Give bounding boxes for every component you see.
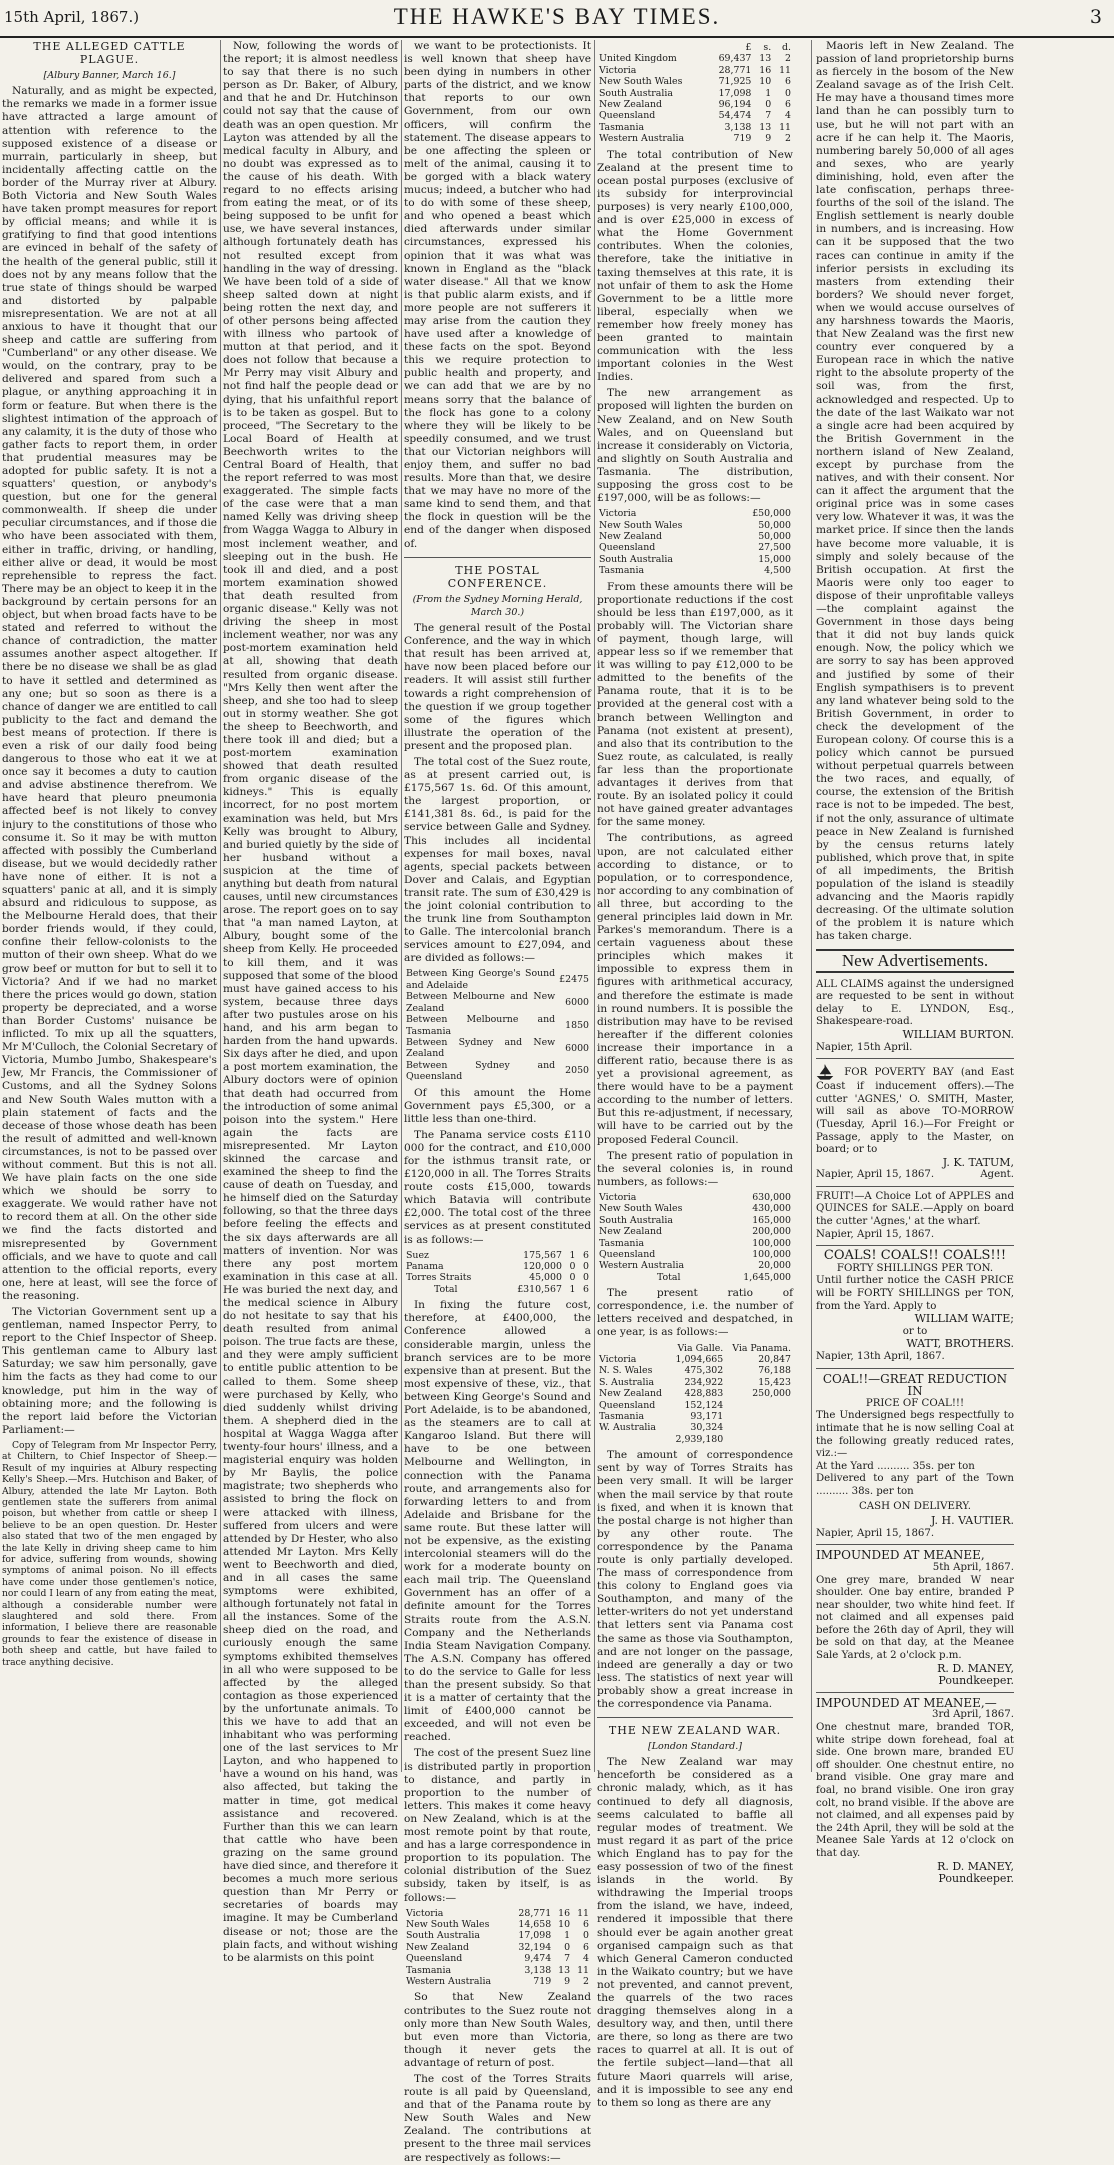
ad-role: Poundkeeper.	[938, 1674, 1014, 1688]
article-paragraph: The general result of the Postal Conference, and the way in which that result has been arrived at, have now been placed before our readers. It will assist still further towards a right comprehension of the question if we group together some of the figures which illustrate the operation of the present and the proposed plan.	[404, 622, 591, 752]
table-row	[597, 65, 793, 76]
table-row	[597, 99, 793, 110]
column-3	[404, 40, 591, 2164]
table-cell: United Kingdom	[599, 53, 677, 65]
table-cell: £	[745, 42, 752, 53]
table-cell: 1	[569, 1283, 576, 1295]
table-cell: 0	[569, 1272, 576, 1284]
table-row	[597, 88, 793, 99]
issue-date: 15th April, 1867.)	[4, 8, 140, 26]
table-cell: 6000	[565, 996, 589, 1008]
table-row	[597, 1354, 793, 1365]
table-cell: Tasmania	[599, 121, 645, 133]
table-cell: 1	[564, 1930, 571, 1942]
table-row	[597, 1238, 793, 1249]
table-cell: 76,188	[758, 1365, 791, 1377]
table-cell: 11	[779, 64, 791, 76]
table-cell: 30,324	[690, 1422, 724, 1434]
table-row	[404, 1930, 591, 1941]
article-paragraph: The cost of the Torres Straits route is all paid by Queensland, and that of the Panama route by New South Wales and New Zealand. The contributions at present to the three mail services are respectively as follows:—	[404, 2073, 591, 2164]
advertisement	[816, 1250, 1014, 1368]
advertisement	[816, 1373, 1014, 1546]
table-cell: 120,000	[523, 1261, 562, 1273]
table-total-row	[597, 1272, 793, 1283]
telegram-text: Copy of Telegram from Mr Inspector Perry, at Chiltern, to Chief Inspector of Sheep.—Result of my inquiries at Albury respecting Kelly's Sheep.—Mrs. Hutchison and Baker, of Albury, attended the late Mr Layton. Both gentlemen state the sufferers from animal poison, but whether from cattle or sheep I believe to be an open question. Dr. Hester also stated that two of the men engaged by the late Kelly in driving sheep came to him for advice, suffering from wounds, showing symptoms of animal poison. No ill effects have come under those gentlemen's notice, nor could I learn of any from eating the meat, although a considerable number were slaughtered and sold there. From information, I believe there are reasonable grounds to fear the existence of disease in both sheep and cattle, but have failed to trace anything decisive.	[2, 1439, 217, 1668]
table-cell: 6000	[565, 1042, 589, 1054]
article-heading: THE POSTAL CONFERENCE.	[447, 563, 548, 590]
table-row	[597, 508, 793, 519]
advertisement	[816, 1063, 1014, 1187]
table-cell: 175,567	[523, 1249, 562, 1261]
branch-services-table	[404, 968, 591, 1082]
ad-title: IMPOUNDED AT MEANEE,—	[816, 1695, 997, 1710]
table-cell: Queensland	[599, 1399, 656, 1411]
table-cell: Tasmania	[599, 565, 645, 577]
article-heading: THE NEW ZEALAND WAR.	[608, 1724, 782, 1738]
table-cell	[725, 1434, 793, 1445]
ad-date: Napier, 15th April.	[816, 1041, 913, 1053]
table-cell: 0	[583, 1261, 589, 1273]
masthead	[0, 0, 1114, 36]
table-cell: 9	[564, 1976, 571, 1988]
table-cell: 1	[765, 87, 772, 99]
table-cell: South Australia	[599, 1214, 673, 1226]
column-divider	[220, 40, 221, 1772]
table-cell: 93,171	[690, 1411, 724, 1422]
ad-role: Poundkeeper.	[938, 1872, 1014, 1886]
contributions-table	[597, 42, 793, 145]
table-cell: 45,000	[529, 1272, 562, 1284]
article-heading: THE ALLEGED CATTLE PLAGUE.	[33, 40, 186, 67]
table-total-row	[597, 1434, 793, 1445]
table-cell: Torres Straits	[406, 1272, 472, 1284]
table-cell: 200,000	[752, 1226, 791, 1238]
table-cell	[725, 1400, 793, 1411]
table-cell: 32,194	[518, 1941, 552, 1953]
advertisement	[816, 979, 1014, 1060]
table-cell: New Zealand	[406, 1941, 470, 1953]
table-row	[404, 1272, 591, 1283]
table-cell: New Zealand	[599, 1226, 663, 1238]
table-row	[597, 1411, 793, 1422]
table-cell: 1,094,665	[675, 1353, 724, 1365]
table-row	[597, 1260, 793, 1271]
table-cell: 7	[564, 1953, 571, 1965]
table-cell: Tasmania	[599, 1411, 645, 1422]
table-cell: 4,500	[764, 565, 791, 577]
table-cell: Tasmania	[406, 1964, 452, 1976]
table-cell: 15,000	[758, 553, 791, 565]
ad-signature: WILLIAM BURTON.	[902, 1027, 1014, 1041]
article-paragraph: The Panama service costs £110 000 for the contract, and £10,000 for the isthmus transit rate, or £120,000 in all. The Torres Straits route costs £15,000, towards which Batavia will contribute £2,000. The total cost of the three services as at present constituted is as follows:—	[404, 1128, 591, 1246]
article-paragraph: The contributions, as agreed upon, are not calculated either according to distance, or to population, or to correspondence, nor according to any combination of all three, but according to the general principles laid down in Mr. Parkes's memorandum. There is a certain vagueness about these principles which makes it impossible to express them in figures with arithmetical accuracy, and therefore the estimate is made in round numbers. It is possible the distribution may have to be revised hereafter if the different colonies increase their importance in a different ratio, because there is as yet a provisional agreement, as there would have to be a payment according to the number of letters. But this re-adjustment, if necessary, will have to be carried out by the proposed Federal Council.	[597, 832, 793, 1146]
table-row	[404, 1965, 591, 1976]
table-row	[597, 531, 793, 542]
table-row	[404, 1953, 591, 1964]
table-cell: 9	[765, 133, 772, 145]
distribution-table	[597, 508, 793, 576]
population-table	[597, 1192, 793, 1283]
table-cell: Victoria	[599, 1353, 637, 1365]
ad-rate: Delivered to any part of the Town .......... 38s. per ton	[816, 1473, 1014, 1497]
column-1	[2, 40, 217, 1772]
ad-date: Napier, 13th April, 1867.	[816, 1351, 945, 1362]
table-row	[404, 1250, 591, 1261]
article-paragraph: In fixing the future cost, therefore, at £400,000, the Conference allowed a considerable margin, unless the branch services are to be more expensive than at present. But the most expensive of these, viz., that between King George's Sound and Port Adelaide, is to be abandoned, as the steamers are to call at Kangaroo Island. But there will have to be one between Melbourne and Wellington, in connection with the Panama route, and arrangements also for forwarding letters to and from Adelaide and Brisbane for the same route. But these latter will not be expensive, as the existing intercolonial steamers will do the work for a moderate bounty on each mail trip. The Queensland Government has an offer of a definite amount for the Torres Straits route from the A.S.N. Company and the Netherlands India Steam Navigation Company. The A.S.N. Company has offered to do the service to Galle for less than the present subsidy. So that it is a matter of certainty that the limit of £400,000 cannot be exceeded, and will not even be reached.	[404, 1299, 591, 1744]
table-cell: 165,000	[752, 1214, 791, 1226]
table-cell: 152,124	[684, 1399, 724, 1411]
ad-terms: CASH ON DELIVERY.	[859, 1500, 971, 1512]
table-cell: 1,645,000	[743, 1271, 791, 1283]
section-rule	[404, 557, 591, 558]
table-cell: 6	[785, 76, 791, 88]
table-cell: New Zealand	[599, 99, 663, 111]
table-cell	[597, 1343, 669, 1354]
table-cell: 475,302	[684, 1365, 724, 1377]
table-cell: South Australia	[599, 553, 673, 565]
article-paragraph: The total contribution of New Zealand at the present time to ocean postal purposes (exclusive of its subsidy for interprovincial purposes) is very nearly £100,000, and is over £25,000 in excess of what the Home Government contributes. When the colonies, therefore, take the initiative in taxing themselves at this rate, it is not unfair of them to ask the Home Government to be a little more liberal, especially when we remember how freely money has been granted to maintain communication with the less important colonies in the West Indies.	[597, 148, 793, 384]
table-row	[404, 1908, 591, 1919]
table-cell: Tasmania	[599, 1237, 645, 1249]
table-row	[597, 1377, 793, 1388]
table-cell: 6	[583, 1249, 589, 1261]
table-cell: 428,883	[684, 1388, 724, 1400]
table-row	[597, 554, 793, 565]
table-cell: 13	[759, 121, 772, 133]
table-cell: 3,138	[724, 121, 752, 133]
table-cell: Between Sydney and Queensland	[406, 1059, 556, 1083]
advertisements-heading: New Advertisements.	[816, 949, 1014, 972]
table-cell: 28,771	[518, 1907, 552, 1919]
table-cell: 6	[583, 1283, 589, 1295]
table-row	[597, 1203, 793, 1214]
table-cell: 0	[785, 87, 791, 99]
ad-signature: J. K. TATUM,	[942, 1155, 1014, 1169]
column-2	[223, 40, 398, 1964]
table-cell: 2,939,180	[675, 1433, 724, 1445]
column-divider	[594, 40, 595, 1772]
table-row	[597, 1249, 793, 1260]
section-rule	[597, 1717, 793, 1718]
table-cell: 11	[577, 1907, 589, 1919]
table-cell: 2	[785, 133, 791, 145]
table-cell: 1850	[565, 1019, 589, 1031]
table-cell: New South Wales	[406, 1919, 490, 1930]
table-cell: South Australia	[599, 87, 673, 99]
table-cell: Between Melbourne and New Zealand	[406, 991, 556, 1014]
table-cell: 6	[583, 1941, 589, 1953]
table-cell: 16	[759, 64, 772, 76]
ad-rate: At the Yard .......... 35s. per ton	[816, 1460, 975, 1472]
table-row	[597, 520, 793, 531]
article-paragraph: The new arrangement as proposed will lighten the burden on New Zealand, and on New South Wales, and on Queensland but increase it considerably on Victoria, and slightly on South Australia and Tasmania. The distribution, supposing the gross cost to be £197,000, will be as follows:—	[597, 387, 793, 505]
table-cell: 100,000	[752, 1248, 791, 1260]
table-cell: 10	[759, 76, 772, 88]
ad-text: Until further notice the CASH PRICE will be FORTY SHILLINGS per TON, from the Yard. Apply to	[816, 1275, 1014, 1312]
table-cell: £310,567	[517, 1283, 562, 1295]
ad-title: COALS! COALS!! COALS!!!	[823, 1248, 1007, 1264]
table-cell: Via Panama.	[732, 1342, 791, 1354]
table-cell: Via Galle.	[677, 1342, 724, 1354]
table-cell: Queensland	[599, 1248, 656, 1260]
article-paragraph: Now, following the words of the report; it is almost needless to say that there is no such person as Dr. Baker, of Albury, and that he and Dr. Hutchinson could not say that the cause of death was an open question. Mr Layton was attended by all the medical faculty in Albury, and no doubt was expressed as to the cause of his death. With regard to no effects arising from eating the meat, or of its being supposed to be unfit for use, we have several instances, although fortunately death has not resulted except from handling in the way of dressing. We have been told of a side of sheep salted down at night being rotten the next day, and of other persons being affected with illness who partook of mutton at that period, and it does not follow that because a Mr Perry may visit Albury and not find half the people dead or dying, that his unfaithful report is to be taken as gospel. But to proceed, "The Secretary to the Local Board of Health at Beechworth writes to the Central Board of Health, that the report referred to was most exaggerated. The simple facts of the case were that a man named Kelly was driving sheep from Wagga Wagga to Albury in most inclement weather, and sleeping out in the bush. He took ill and died, and a post mortem examination showed that death resulted from organic disease." Kelly was not driving the sheep in most inclement weather, nor was any post-mortem examination held at all, showing that death resulted from organic disease. "Mrs Kelly then went after the sheep, and she too had to sleep out in stormy weather. She got the sheep to Beechworth, and there took ill and died; but a post-mortem examination showed that death resulted from organic disease of the kidneys." This is equally incorrect, for no post mortem examination was held, but Mrs Kelly was brought to Albury, and buried quietly by the side of her husband without a suspicion at the time of anything but death from natural causes, until new circumstances arose. The report goes on to say that "a man named Layton, at Albury, bought some of the sheep from Kelly. He proceeded to kill them, and it was supposed that some of the blood must have gained access to his system, because three days after two pustules arose on his hand, and his arm began to harden from the hand upwards. Six days after he died, and upon a post mortem examination, the Albury doctors were of opinion that death had occurred from the introduction of some animal poison into the system." Here again the facts are misrepresented. Mr Layton skinned the carcase and examined the sheep to find the cause of death on Tuesday, and he himself died on the Saturday following, so that the three days before feeling the effects and the six days afterwards are all matters of invention. Nor was there any post mortem examination in this case at all. He was buried the next day, and the medical science in Albury do not hesitate to say that his death resulted from animal poison. The true facts are these, and they were amply sufficient to entitle public attention to be called to them. Some sheep were purchased by Kelly, who died suddenly whilst driving them. A shepherd died in the hospital at Wagga Wagga after twenty-four hours' illness, and a magisterial enquiry was holden by Mr Baylis, the police magistrate; two shepherds who assisted to bring the flock on were attacked with illness, suffered from ulcers and were attended by Dr Hester, who also attended Mr Layton. Mrs Kelly went to Beechworth and died, and in all cases the same symptoms were exhibited, although fortunately not fatal in all the instances. Some of the sheep died on the road, and curiously enough the same symptoms exhibited themselves in all who were supposed to be affected by the alleged contagion as those experienced by the unfortunate animals. To this we have to add that an inhabitant who was performing one of the last services to Mr Layton, and who happened to have a wound on his hand, was also affected, but taking the matter in time, got medical assistance and recovered. Further than this we can learn that cattle who have been grazing on the same ground have died since, and therefore it becomes a much more serious question than Mr Perry or secretaries of boards may imagine. It may be Cumberland disease or not; those are the plain facts, and without wishing to be alarmists on this point	[223, 40, 398, 1964]
ad-text: One grey mare, branded W near shoulder. One bay entire, branded P near shoulder, two white hind feet. If not claimed and all expenses paid before the 26th day of April, they will be sold on that day, at the Meanee Sale Yards, at 2 o'clock p.m.	[816, 1574, 1014, 1662]
table-cell: Western Australia	[406, 1976, 492, 1988]
ad-date: 3rd April, 1867.	[931, 1709, 1014, 1721]
article-paragraph: The amount of correspondence sent by way of Torres Straits has been very small. It will be larger when the mail service by that route is fixed, and when it is known that the postal charge is not higher than by any other route. The correspondence by the Panama route is only partially developed. The mass of correspondence from this colony to England goes via Southampton, and many of the letter-writers do not yet understand that letters sent via Panama cost the same as those via Southampton, and are not longer on the passage, indeed are generally a day or two less. The statistics of next year will probably show a great increase in the correspondence via Panama.	[597, 1449, 793, 1710]
table-row	[597, 1215, 793, 1226]
table-cell: S. Australia	[599, 1376, 655, 1388]
ad-date: 5th April, 1867.	[932, 1561, 1014, 1573]
table-cell: Western Australia	[599, 133, 685, 145]
table-cell: 11	[779, 121, 791, 133]
table-cell: 0	[583, 1272, 589, 1284]
article-source: (From the Sydney Morning Herald, March 30.)	[412, 593, 583, 618]
ad-text	[816, 1063, 1014, 1157]
ad-title: COAL!!—GREAT REDUCTION IN	[822, 1371, 1008, 1399]
ad-subtitle: PRICE OF COAL!!!	[865, 1397, 965, 1409]
ad-text: The Undersigned begs respectfully to intimate that he is now selling Coal at the following greatly reduced rates, viz.:—	[816, 1410, 1014, 1460]
table-row	[597, 133, 793, 144]
table-cell: Between Melbourne and Tasmania	[406, 1014, 556, 1037]
table-cell: New South Wales	[599, 519, 683, 531]
table-cell: 17,098	[518, 1930, 552, 1942]
page-number: 3	[1089, 6, 1102, 28]
table-cell: 0	[569, 1261, 576, 1273]
table-cell: 7	[765, 110, 772, 122]
table-header-row	[597, 1343, 793, 1354]
table-cell: 14,658	[518, 1919, 552, 1930]
table-row	[404, 1037, 591, 1060]
table-row	[597, 53, 793, 64]
table-cell: Victoria	[406, 1907, 444, 1919]
ad-date: Napier, April 15, 1867.	[816, 1169, 935, 1181]
table-cell: 13	[558, 1964, 571, 1976]
table-cell: 10	[558, 1919, 571, 1930]
article-paragraph: The New Zealand war may henceforth be considered as a chronic malady, which, as it has continued to defy all diagnosis, seems calculated to baffle all regular modes of treatment. We must regard it as part of the price which England has to pay for the easy possession of two of the finest islands in the world. By withdrawing the Imperial troops from the island, we have, indeed, rendered it impossible that there should ever be again another great organised campaign such as that which General Cameron conducted in the Waikato country; but we have not prevented, and cannot prevent, the quarrels of the two races dragging themselves along in a desultory way, and then, until there are there, so long as there are two races to quarrel at all. It is out of the fertile subject—land—that all future Maori quarrels will arise, and it is impossible to see any end to them so long as there are any	[597, 1756, 793, 2109]
ad-title: IMPOUNDED AT MEANEE,	[816, 1548, 985, 1563]
table-cell: 4	[583, 1953, 589, 1965]
table-cell: Suez	[406, 1249, 429, 1261]
table-cell: s.	[763, 42, 772, 53]
ad-text: ALL CLAIMS against the undersigned are requested to be sent in without delay to E. LYNDON, Esq., Shakespeare-road.	[816, 978, 1014, 1028]
table-cell: Queensland	[599, 542, 656, 554]
table-cell: 4	[785, 110, 791, 122]
table-cell: 27,500	[758, 542, 791, 554]
table-cell: 20,000	[758, 1260, 791, 1272]
ship-icon	[816, 1063, 834, 1081]
table-cell: 15,423	[758, 1376, 791, 1388]
article-paragraph: Naturally, and as might be expected, the remarks we made in a former issue have attracted a large amount of attention with reference to the supposed existence of a disease or murrain, particularly in sheep, but incidentally affecting cattle on the border of the Murray river at Albury. Both Victoria and New South Wales have taken prompt measures for report by official means; and while it is gratifying to find that good intentions are evinced in behalf of the safety of the health of the general public, still it does not by any means follow that the true state of things should be warped and distorted by palpable misrepresentation. We are not at all anxious to have it thought that our sheep and cattle are suffering from "Cumberland" or any other disease. We would, on the contrary, pray to be delivered and spared from such a plague, or anything approaching it in form or feature. But when there is the slightest intimation of the approach of any calamity, it is the duty of those who gather facts to report them, in order that prudential measures may be adopted for public safety. It is not a squatters' question, or anybody's question, but one for the general commonwealth. If sheep die under peculiar circumstances, and if those die who have been associated with them, either in traffic, driving, or handling, either alive or dead, it would be most reprehensible to repress the fact. There may be an object to keep it in the background by certain persons for an object, but when broad facts have to be stated and referred to without the chance of contradiction, the matter assumes another aspect altogether. If there be no disease we shall be as glad to have it settled and determined as any one; but so soon as there is a chance of danger we are entitled to call publicity to the fact and demand the best means of protection. If there is even a risk of our daily food being dangerous to those who eat it we at once say it becomes a duty to caution and advise abstinence therefrom. We have heard that pleuro pneumonia affected beef is not likely to convey injury to the constitutions of those who consume it. So it may be with mutton affected with possibly the Cumberland disease, but we would decidedly rather have none of either. It is not a squatters' panic at all, and it is simply absurd and ridiculous to suppose, as the Melbourne Herald does, that their border friends would, if they could, confine their fellow-colonists to the mutton of their own sheep. What do we grow beef or mutton for but to sell it to Victoria? And if we had no market there the prices would go down, station property be depreciated, and a worse than Border Customs' nuisance be inflicted. To mix up all the squatters, Mr M'Culloch, the Colonial Secretary of Victoria, Mumbo Jumbo, Shakespeare's Jew, Mr Francis, the Commissioner of Customs, and all the Sydney Solons and New South Wales mutton with a plain statement of facts and the decease of those whose death has been the result of admitted and well-known circumstances, is not to be passed over without comment. But this is not all. We have plain facts on the one side which we should be sorry to exaggerate. We would rather have not to record them at all. On the other side we find the facts distorted and misrepresented by Government officials, and we have to quote and call attention to the official reports, every one, here at least, will see the force of the reasoning.	[2, 85, 217, 1302]
masthead-rule	[0, 36, 1114, 38]
table-row	[597, 1192, 793, 1203]
table-row	[404, 1942, 591, 1953]
table-cell: 2	[583, 1976, 589, 1988]
table-cell: South Australia	[406, 1930, 480, 1942]
advertisement	[816, 1697, 1014, 1890]
table-cell: New Zealand	[599, 531, 663, 542]
article-paragraph: we want to be protectionists. It is well known that sheep have been dying in numbers in other parts of the district, and we know that reports to our own Government, from our own officers, will confirm the statement. The disease appears to be one affecting the spleen or melt of the animal, causing it to be gorged with a black watery mucus; indeed, a butcher who had to do with some of these sheep, and who opened a beast which died afterwards under similar circumstances, expressed his opinion that it was what was known in England as the "black water disease." All that we know is that public alarm exists, and if more people are not sufferers it may arise from the caution they have used after a knowledge of these facts on the spot. Beyond this we require protection to public health and property, and we can add that we are by no means sorry that the balance of the flock has gone to a colony where they will be likely to be speedily consumed, and we trust that our Victorian neighbors will enjoy them, and suffer no bad results. More than that, we desire that we may have no more of the same kind to send them, and that the flock in question will be the end of the danger when disposed of.	[404, 40, 591, 550]
table-cell	[725, 1422, 793, 1433]
ad-or: or to	[902, 1325, 928, 1337]
column-4	[597, 40, 793, 2109]
table-cell: 2050	[565, 1065, 589, 1077]
ad-text: One chestnut mare, branded TOR, white stripe down forehead, foal at side. One brown mare, branded EU off shoulder. One chestnut entire, no brand visible. One gray mare and foal, no brand visible. One iron gray colt, no brand visible. If the above are not claimed, and all expenses paid by the 24th April, they will be sold at the Meanee Sale Yards at 12 o'clock on that day.	[816, 1722, 1014, 1859]
article-source: [Albury Banner, March 16.]	[43, 70, 176, 82]
table-row	[597, 1226, 793, 1237]
table-cell: 234,922	[684, 1376, 724, 1388]
table-cell: Victoria	[599, 64, 637, 76]
table-cell: Queensland	[599, 110, 656, 122]
table-cell: 630,000	[752, 1191, 791, 1203]
article-paragraph: From these amounts there will be proportionate reductions if the cost should be less than £197,000, as it probably will. The Victorian share of payment, though large, will appear less so if we remember that it was willing to pay £12,000 to be admitted to the benefits of the Panama route, that it is to be provided at the general cost with a branch between Wellington and Panama (not existent at present), and also that its contribution to the Suez route, as calculated, is really far less than the proportionate advantages it derives from that route. By an isolated policy it could not have gained greater advantages for the same money.	[597, 580, 793, 829]
table-cell: 430,000	[752, 1203, 791, 1215]
table-cell: W. Australia	[599, 1422, 656, 1434]
ad-subtitle: FORTY SHILLINGS PER TON.	[836, 1262, 994, 1274]
table-row	[597, 1388, 793, 1399]
ad-signature: R. D. MANEY,	[937, 1859, 1014, 1873]
table-header-row	[597, 42, 793, 53]
article-paragraph: Of this amount the Home Government pays £5,300, or a little less than one-third.	[404, 1086, 591, 1125]
table-cell: New South Wales	[599, 1203, 683, 1215]
ad-signature: R. D. MANEY,	[937, 1661, 1014, 1675]
ad-body: FOR POVERTY BAY (and East Coast if inducement offers).—The cutter 'AGNES,' O. SMITH, Master, will sail as above TO-MORROW (Tuesday, April 16.)—For Freight or Passage, apply to the Master, on board; or to	[816, 1067, 1014, 1156]
table-cell: 17,098	[718, 87, 752, 99]
correspondence-table	[597, 1343, 793, 1446]
table-cell: 719	[533, 1976, 552, 1988]
article-paragraph: The Victorian Government sent up a gentleman, named Inspector Perry, to report to the Chief Inspector of Sheep. This gentleman came to Albury last Saturday; we saw him personally, gave him the facts as they had come to our knowledge, put him in the way of obtaining more; and the following is the report laid before the Victorian Parliament:—	[2, 1306, 217, 1436]
table-row	[597, 565, 793, 576]
article-paragraph: Maoris left in New Zealand. The passion of land proprietorship burns as fiercely in the bosom of the New Zealand savage as of the Irish Celt. He may have a thousand times more land than he can possibly turn to use, but he will not part with an acre if he can help it. The Maoris, numbering barely 50,000 of all ages and sexes, who are yearly diminishing, hold, even after the late confiscation, perhaps three-fourths of the soil of the island. The English settlement is nearly double in numbers, and is increasing. How can it be supposed that the two races can continue in amity if the inferior persists in excluding its masters from extending their borders? We should never forget, when we would accuse ourselves of any harshness towards the Maoris, that New Zealand was the first new country ever conquered by a European race in which the native right to the absolute property of the soil was, from the first, acknowledged and respected. Up to the date of the last Waikato war not a single acre had been acquired by the British Government in the northern island of New Zealand, except by purchase from the natives, and with their consent. Nor can it affect the argument that the original price was in some cases very low. Whatever it was, it was the market price. If since then the lands have become more valuable, it is simply and solely because of the British occupation. At first the Maoris were only too eager to dispose of their unprofitable valleys—the complaint against the Government in those days being that it did not buy lands quick enough. Now, the policy which we are sorry to say has been approved and justified by some of their English sympathisers is to prevent any land whatever being sold to the British Government, in order to check the development of the European colony. Of course this is a policy which cannot be pursued without perpetual quarrels between the two races, and equally, of course, the extension of the British race is not to be impeded. The best, if not the only, assurance of ultimate peace in New Zealand is furnished by the census returns lately published, which prove that, in spite of all impediments, the British population of the island is steadily advancing and the Maoris rapidly decreasing. Of the ultimate solution of the problem it is nature which has taken charge.	[816, 40, 1014, 943]
table-row	[597, 110, 793, 121]
ad-text: FRUIT!—A Choice Lot of APPLES and QUINCES for SALE.—Apply on board the cutter 'Agnes,' at the wharf.	[816, 1190, 1014, 1228]
table-cell: 3,138	[524, 1964, 552, 1976]
table-row	[404, 1976, 591, 1987]
ad-signature: WILLIAM WAITE;	[914, 1312, 1014, 1326]
table-cell: Queensland	[406, 1953, 463, 1965]
advertisement	[816, 1191, 1014, 1246]
ad-role: Agent.	[980, 1169, 1014, 1181]
table-cell: £2475	[559, 974, 589, 986]
table-cell	[597, 42, 708, 53]
table-cell: 2	[785, 53, 791, 65]
table-cell: N. S. Wales	[599, 1365, 653, 1377]
table-cell: 100,000	[752, 1237, 791, 1249]
table-cell: Between King George's Sound and Adelaide	[406, 968, 556, 991]
column-divider	[811, 40, 812, 1772]
table-cell: d.	[782, 42, 791, 53]
table-cell: 71,925	[718, 76, 752, 88]
table-cell: 50,000	[758, 519, 791, 531]
table-row	[404, 968, 591, 991]
table-cell: Between Sydney and New Zealand	[406, 1036, 556, 1060]
table-cell: New South Wales	[599, 76, 683, 88]
table-cell: Total	[657, 1271, 681, 1283]
article-paragraph: The present ratio of population in the several colonies is, in round numbers, as follows:—	[597, 1149, 793, 1188]
article-paragraph: The cost of the present Suez line is distributed partly in proportion to distance, and partly in proportion to the number of letters. This makes it come heavy on New Zealand, which is at the most remote point by that route, and has a large correspondence in proportion to its population. The colonial distribution of the Suez subsidy, taken by itself, is as follows:—	[404, 1747, 591, 1904]
table-row	[404, 1919, 591, 1930]
table-row	[597, 542, 793, 553]
table-cell: 1	[569, 1249, 576, 1261]
table-row	[597, 1422, 793, 1433]
table-cell	[725, 1411, 793, 1422]
table-cell: Total	[434, 1283, 458, 1295]
ad-signature: WATT, BROTHERS.	[906, 1337, 1014, 1351]
article-source: [London Standard.]	[648, 1741, 742, 1753]
table-cell: 54,474	[718, 110, 752, 122]
newspaper-title: THE HAWKE'S BAY TIMES.	[393, 4, 721, 29]
table-cell: 16	[558, 1907, 571, 1919]
table-row	[404, 1261, 591, 1272]
table-cell: 20,847	[758, 1353, 791, 1365]
article-paragraph: The total cost of the Suez route, as at present carried out, is £175,567 1s. 6d. Of this amount, the largest proportion, or £141,381 8s. 6d., is paid for the service between Galle and Sydney. This includes all incidental expenses for mail boxes, naval agents, special packets between Dover and Calais, and Egyptian transit rate. The sum of £30,429 is the joint colonial contribution to the trunk line from Southampton to Galle. The intercolonial branch services amount to £27,094, and are divided as follows:—	[404, 755, 591, 965]
article-paragraph: The present ratio of correspondence, i.e. the number of letters received and despatched, in one year, is as follows:—	[597, 1287, 793, 1339]
column-5	[816, 40, 1014, 1886]
table-cell: New Zealand	[599, 1388, 663, 1400]
table-cell: Panama	[406, 1261, 444, 1273]
table-row	[404, 1014, 591, 1037]
table-cell: 9,474	[524, 1953, 552, 1965]
column-divider	[401, 40, 402, 1772]
table-total-row	[404, 1284, 591, 1295]
table-cell: 11	[577, 1964, 589, 1976]
table-cell: 719	[733, 133, 752, 145]
table-cell: 0	[583, 1930, 589, 1942]
table-cell: 50,000	[758, 531, 791, 542]
table-cell: Victoria	[599, 1191, 637, 1203]
table-row	[597, 1400, 793, 1411]
table-cell: £50,000	[752, 508, 791, 520]
table-row	[597, 76, 793, 87]
table-row	[597, 1365, 793, 1376]
table-row	[597, 122, 793, 133]
table-cell: 28,771	[718, 64, 752, 76]
ad-signature: J. H. VAUTIER.	[930, 1514, 1014, 1528]
suez-shares-table	[404, 1908, 591, 1988]
article-paragraph: So that New Zealand contributes to the Suez route not only more than New South Wales, but even more than Victoria, though it never gets the advantage of return of post.	[404, 1991, 591, 2069]
ad-date: Napier, April 15, 1867.	[816, 1527, 935, 1539]
ad-date-line	[816, 1169, 1014, 1182]
table-cell: Western Australia	[599, 1260, 685, 1272]
table-cell: 0	[765, 99, 772, 111]
table-cell: 0	[564, 1941, 571, 1953]
table-cell: Victoria	[599, 508, 637, 520]
table-cell: 96,194	[718, 99, 752, 111]
advertisement	[816, 1549, 1014, 1693]
table-cell: 13	[759, 53, 772, 65]
table-cell: 6	[583, 1919, 589, 1930]
service-costs-table	[404, 1250, 591, 1296]
table-row	[404, 991, 591, 1014]
table-cell: 250,000	[752, 1388, 791, 1400]
table-row	[404, 1060, 591, 1083]
table-cell: 69,437	[718, 53, 752, 65]
table-cell: 6	[785, 99, 791, 111]
ad-date: Napier, April 15, 1867.	[816, 1228, 935, 1240]
table-cell	[597, 1434, 669, 1445]
